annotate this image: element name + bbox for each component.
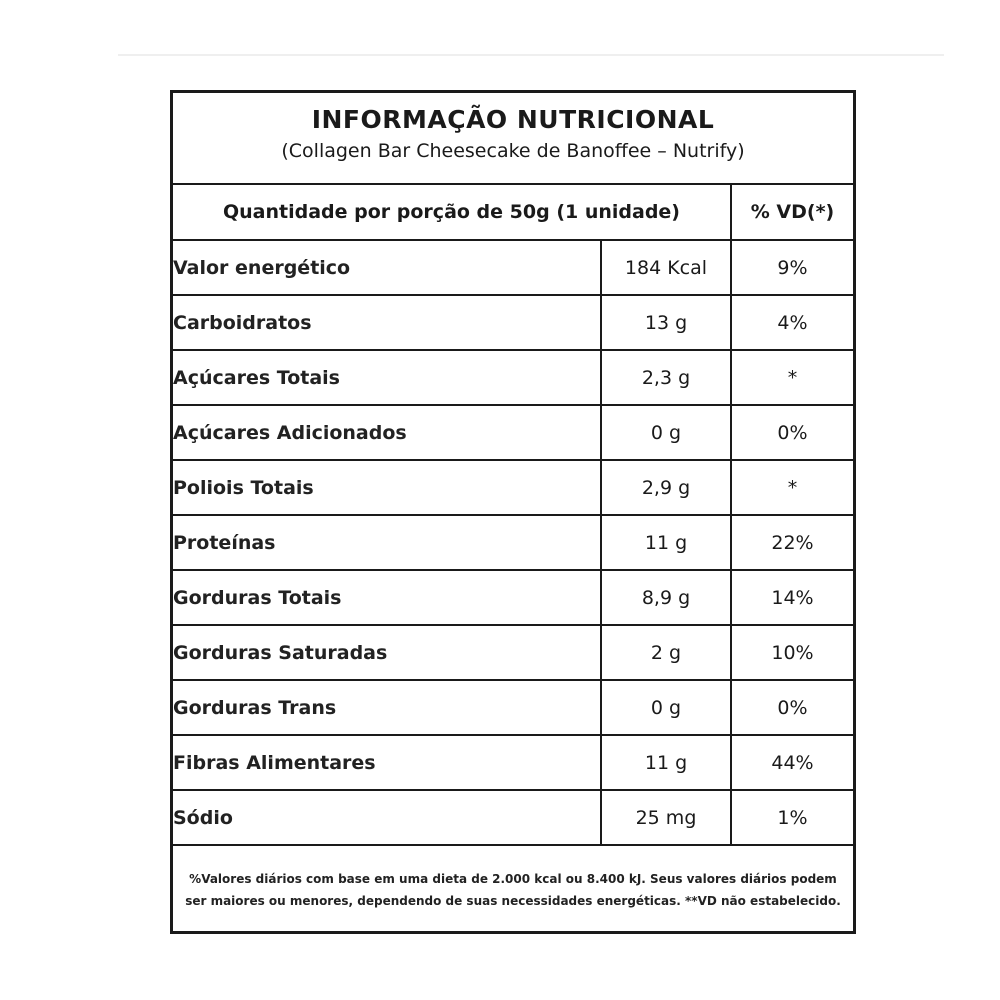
nutrient-name: Fibras Alimentares — [173, 735, 601, 790]
nutrient-vd: 14% — [731, 570, 853, 625]
nutrient-vd: * — [731, 460, 853, 515]
nutrient-name: Gorduras Saturadas — [173, 625, 601, 680]
nutrient-amount: 2 g — [601, 625, 731, 680]
vd-header: % VD(*) — [731, 185, 853, 240]
nutrient-amount: 8,9 g — [601, 570, 731, 625]
nutrient-vd: 44% — [731, 735, 853, 790]
table-row — [173, 570, 853, 625]
table-row — [173, 625, 853, 680]
table-row — [173, 790, 853, 845]
nutrient-name: Gorduras Trans — [173, 680, 601, 735]
nutrition-table — [173, 185, 853, 846]
nutrient-vd: 0% — [731, 680, 853, 735]
nutrient-vd: 9% — [731, 240, 853, 295]
nutrient-name: Valor energético — [173, 240, 601, 295]
table-row — [173, 295, 853, 350]
nutrient-vd: * — [731, 350, 853, 405]
nutrient-amount: 11 g — [601, 735, 731, 790]
nutrient-amount: 25 mg — [601, 790, 731, 845]
label-subtitle: (Collagen Bar Cheesecake de Banoffee – Nutrify) — [281, 140, 745, 162]
table-row — [173, 460, 853, 515]
nutrient-name: Gorduras Totais — [173, 570, 601, 625]
footnote-line: %Valores diários com base em uma dieta de 2.000 kcal ou 8.400 kJ. Seus valores diários podem — [189, 872, 837, 886]
nutrient-name: Poliois Totais — [173, 460, 601, 515]
nutrient-vd: 1% — [731, 790, 853, 845]
nutrient-amount: 2,3 g — [601, 350, 731, 405]
label-header — [173, 93, 853, 185]
nutrient-name: Sódio — [173, 790, 601, 845]
portion-header: Quantidade por porção de 50g (1 unidade) — [173, 185, 731, 240]
nutrient-name: Açúcares Adicionados — [173, 405, 601, 460]
nutrition-facts-label — [170, 90, 856, 934]
nutrient-amount: 0 g — [601, 405, 731, 460]
nutrient-amount: 0 g — [601, 680, 731, 735]
table-row — [173, 240, 853, 295]
table-row — [173, 515, 853, 570]
nutrient-amount: 2,9 g — [601, 460, 731, 515]
table-row — [173, 405, 853, 460]
nutrient-name: Carboidratos — [173, 295, 601, 350]
nutrient-vd: 22% — [731, 515, 853, 570]
nutrient-amount: 11 g — [601, 515, 731, 570]
nutrient-name: Proteínas — [173, 515, 601, 570]
nutrient-amount: 184 Kcal — [601, 240, 731, 295]
nutrient-vd: 4% — [731, 295, 853, 350]
table-row — [173, 735, 853, 790]
nutrient-name: Açúcares Totais — [173, 350, 601, 405]
footnote-line: ser maiores ou menores, dependendo de suas necessidades energéticas. **VD não estabelecido. — [185, 894, 841, 908]
top-divider-line — [118, 54, 944, 56]
footnote — [173, 846, 853, 912]
nutrient-vd: 10% — [731, 625, 853, 680]
nutrient-vd: 0% — [731, 405, 853, 460]
nutrient-amount: 13 g — [601, 295, 731, 350]
table-row — [173, 680, 853, 735]
table-header-row — [173, 185, 853, 240]
table-row — [173, 350, 853, 405]
label-title: INFORMAÇÃO NUTRICIONAL — [311, 105, 715, 134]
